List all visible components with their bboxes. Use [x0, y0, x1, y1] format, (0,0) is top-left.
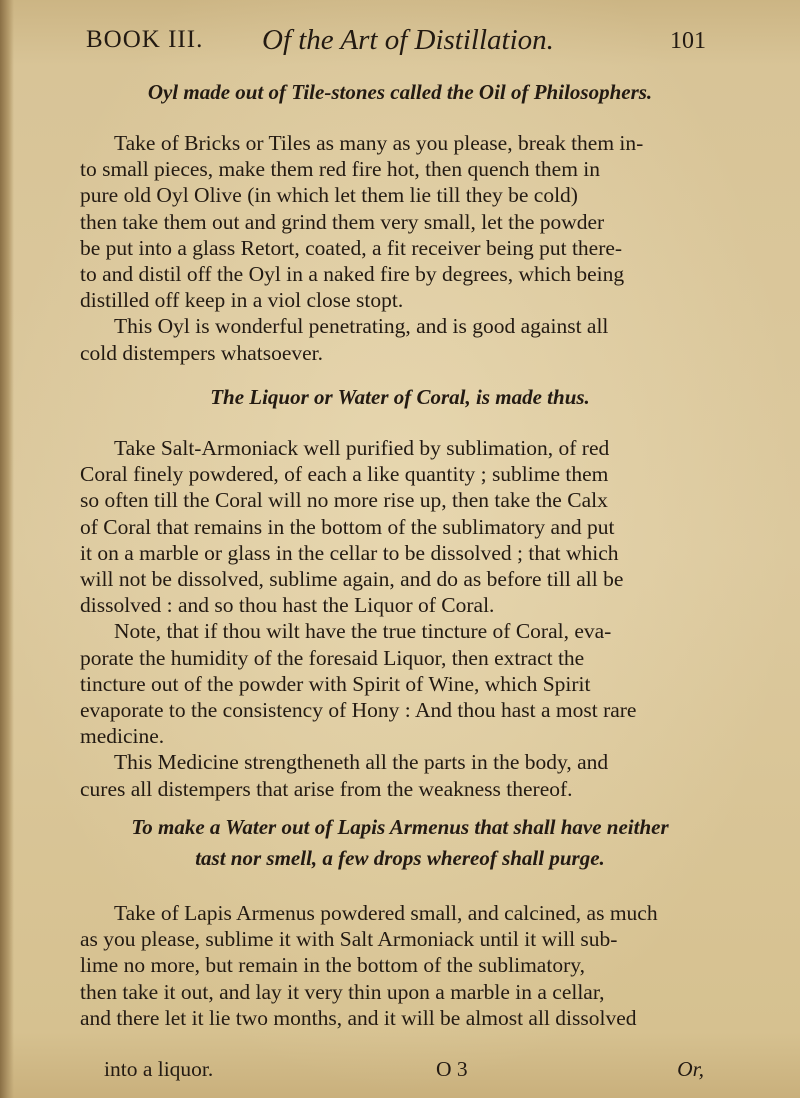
text-line: so often till the Coral will no more rise up, then take the Calx	[80, 488, 608, 513]
heading-line: tast nor smell, a few drops whereof shall purge.	[195, 846, 605, 870]
heading-line: To make a Water out of Lapis Armenus that shall have neither	[131, 815, 669, 839]
text-line: into a liquor.	[104, 1057, 214, 1081]
catchword: Or,	[677, 1057, 704, 1081]
section-heading-liquor-of-coral: The Liquor or Water of Coral, is made thus.	[210, 385, 590, 409]
text-line: porate the humidity of the foresaid Liquor, then extract the	[80, 645, 585, 670]
section-body-liquor-of-coral	[80, 435, 720, 802]
section-body-lapis-armenus	[80, 900, 720, 1031]
page-gutter-shadow	[0, 0, 14, 1098]
text-line: of Coral that remains in the bottom of the sublimatory and put	[80, 514, 615, 539]
signature-mark: O 3	[436, 1057, 468, 1081]
text-line: be put into a glass Retort, coated, a fit receiver being put there-	[80, 235, 623, 260]
text-line: and there let it lie two months, and it will be almost all dissolved	[80, 1005, 637, 1030]
text-line: Take of Bricks or Tiles as many as you please, break them in-	[114, 131, 644, 155]
text-line: Take Salt-Armoniack well purified by sublimation, of red	[114, 436, 610, 460]
text-line: Coral finely powdered, of each a like quantity ; sublime them	[80, 462, 609, 487]
text-line: it on a marble or glass in the cellar to be dissolved ; that which	[80, 540, 619, 565]
page-number: 101	[670, 28, 706, 54]
text-line: lime no more, but remain in the bottom of the sublimatory,	[80, 953, 585, 978]
text-line: This Oyl is wonderful penetrating, and is good against all	[114, 314, 609, 339]
text-line: Take of Lapis Armenus powdered small, and calcined, as much	[114, 901, 658, 925]
section-body-oil-of-philosophers	[80, 130, 720, 366]
text-line: evaporate to the consistency of Hony : And thou hast a most rare	[80, 698, 637, 723]
running-title: Of the Art of Distillation.	[262, 24, 554, 56]
text-line: then take it out, and lay it very thin upon a marble in a cellar,	[80, 979, 605, 1004]
text-line: to and distil off the Oyl in a naked fire by degrees, which being	[80, 262, 625, 287]
text-line: This Medicine strengtheneth all the parts in the body, and	[114, 750, 609, 775]
text-line: distilled off keep in a viol close stopt.	[80, 288, 404, 313]
text-line: cold distempers whatsoever.	[80, 340, 324, 365]
section-heading-lapis-armenus	[80, 815, 720, 871]
text-line: pure old Oyl Olive (in which let them lie till they be cold)	[80, 183, 578, 208]
text-line: then take them out and grind them very small, let the powder	[80, 209, 605, 234]
section-heading-oil-of-philosophers: Oyl made out of Tile-stones called the Oil of Philosophers.	[147, 80, 653, 104]
text-line: to small pieces, make them red fire hot, then quench them in	[80, 157, 601, 182]
text-line: as you please, sublime it with Salt Armoniack until it will sub-	[80, 927, 618, 952]
text-line: will not be dissolved, sublime again, and do as before till all be	[80, 567, 624, 592]
text-line: dissolved : and so thou hast the Liquor of Coral.	[80, 593, 495, 618]
running-header	[80, 18, 720, 68]
text-line: tincture out of the powder with Spirit of Wine, which Spirit	[80, 671, 591, 696]
page-footer	[104, 1057, 704, 1087]
book-label: BOOK III.	[86, 26, 204, 53]
text-line: medicine.	[80, 724, 165, 749]
text-line: Note, that if thou wilt have the true tincture of Coral, eva-	[114, 619, 612, 644]
text-line: cures all distempers that arise from the weakness thereof.	[80, 776, 573, 801]
